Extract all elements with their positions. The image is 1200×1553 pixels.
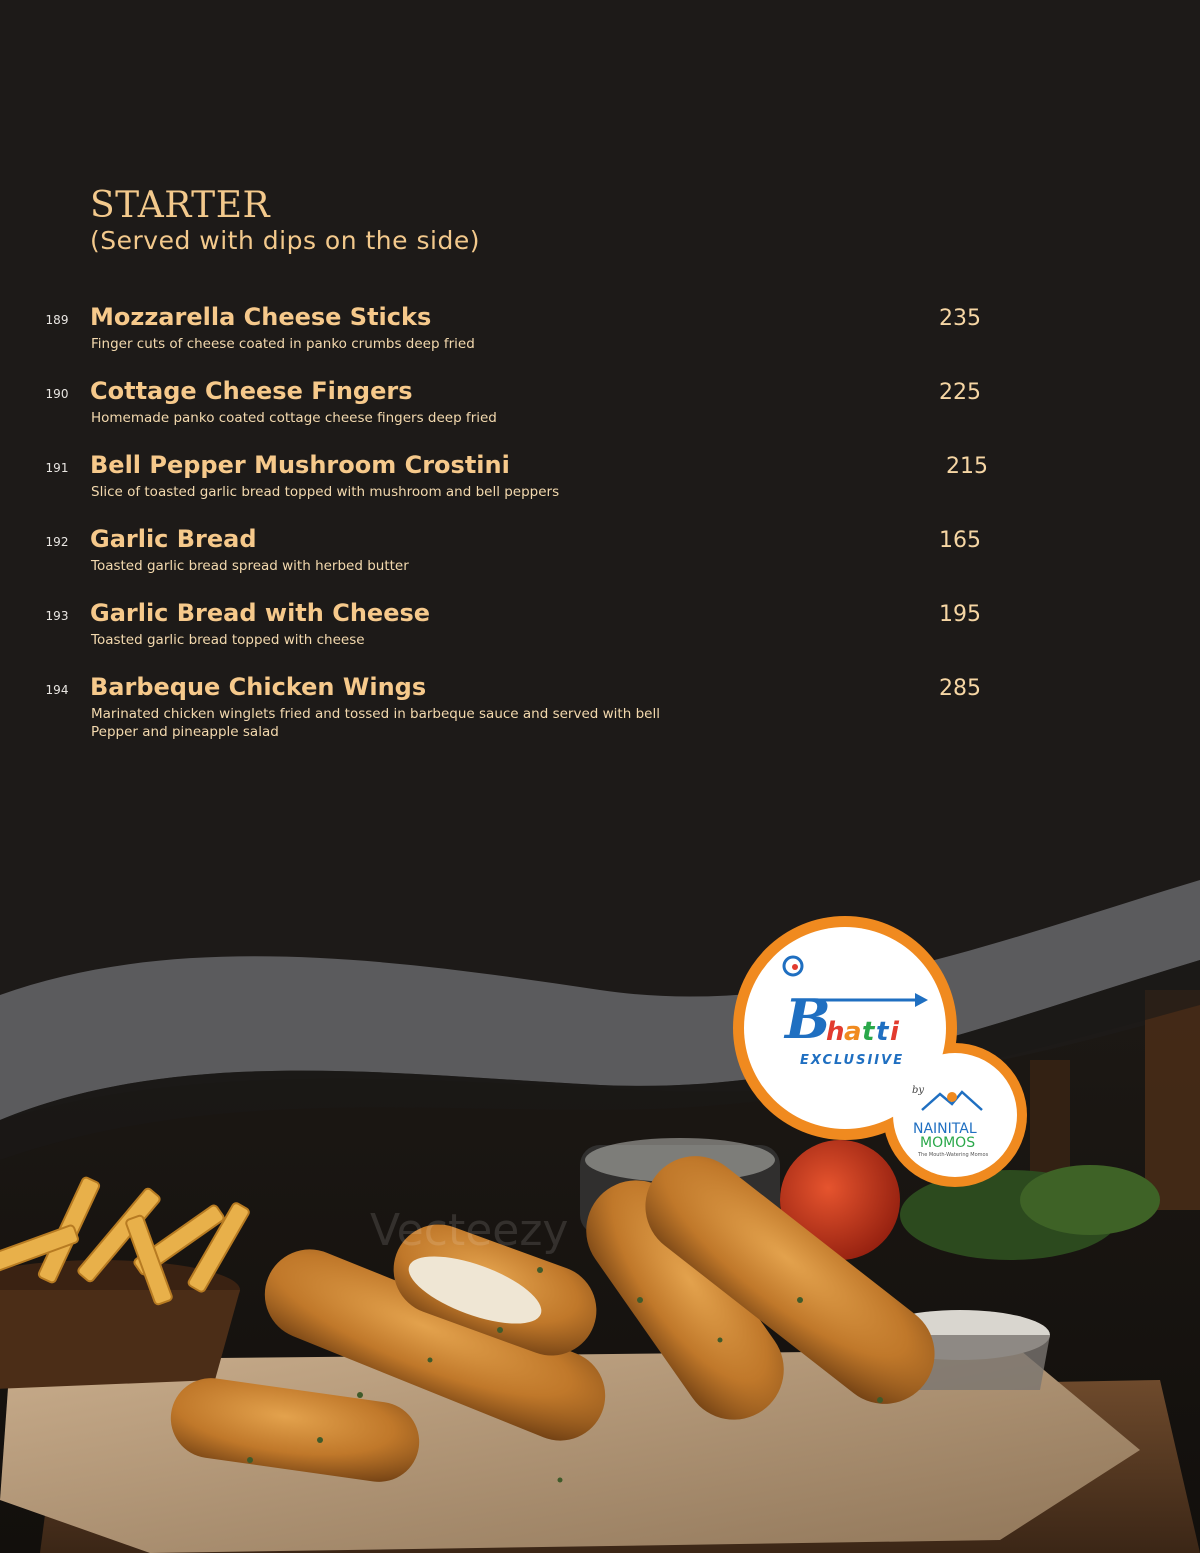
logo-partner-line1: NAINITAL [913,1121,977,1137]
svg-text:h: h [826,1017,845,1047]
section-subtitle: (Served with dips on the side) [90,226,480,255]
svg-text:i: i [890,1017,899,1047]
item-number: 190 [45,387,69,401]
item-description: Marinated chicken winglets fried and tossed in barbeque sauce and served with bell Pepper and pineapple salad [91,706,660,740]
item-name: Barbeque Chicken Wings [90,673,427,701]
item-price: 235 [939,306,981,331]
logo-brand: B [785,987,831,1051]
item-description: Homemade panko coated cottage cheese fingers deep fried [91,410,497,426]
item-number: 189 [45,313,69,327]
item-name: Cottage Cheese Fingers [90,377,413,405]
logo-brand-sub: EXCLUSIIVE [800,1053,905,1068]
item-price: 215 [946,454,988,479]
item-price: 285 [939,676,981,701]
item-description: Toasted garlic bread topped with cheese [91,632,365,648]
item-price: 195 [939,602,981,627]
logo-partner-line2: MOMOS [920,1135,976,1151]
item-number: 192 [45,535,69,549]
svg-text:a: a [844,1017,862,1047]
item-price: 225 [939,380,981,405]
item-name: Garlic Bread with Cheese [90,599,431,627]
item-number: 193 [45,609,69,623]
watermark: Vecteezy [370,1205,569,1256]
item-number: 191 [45,461,69,475]
logo-by: by [912,1085,925,1096]
item-description: Toasted garlic bread spread with herbed butter [91,558,409,574]
section-title: STARTER [90,185,271,226]
item-price: 165 [939,528,981,553]
item-name: Garlic Bread [90,525,257,553]
svg-text:t: t [862,1017,875,1047]
item-name: Mozzarella Cheese Sticks [90,303,432,331]
item-description: Slice of toasted garlic bread topped with mushroom and bell peppers [91,484,560,500]
item-description: Finger cuts of cheese coated in panko crumbs deep fried [91,336,475,352]
item-name: Bell Pepper Mushroom Crostini [90,451,510,479]
logo-partner-tagline: The Mouth-Watering Momos [918,1152,989,1158]
item-number: 194 [45,683,69,697]
svg-text:t: t [876,1017,889,1047]
